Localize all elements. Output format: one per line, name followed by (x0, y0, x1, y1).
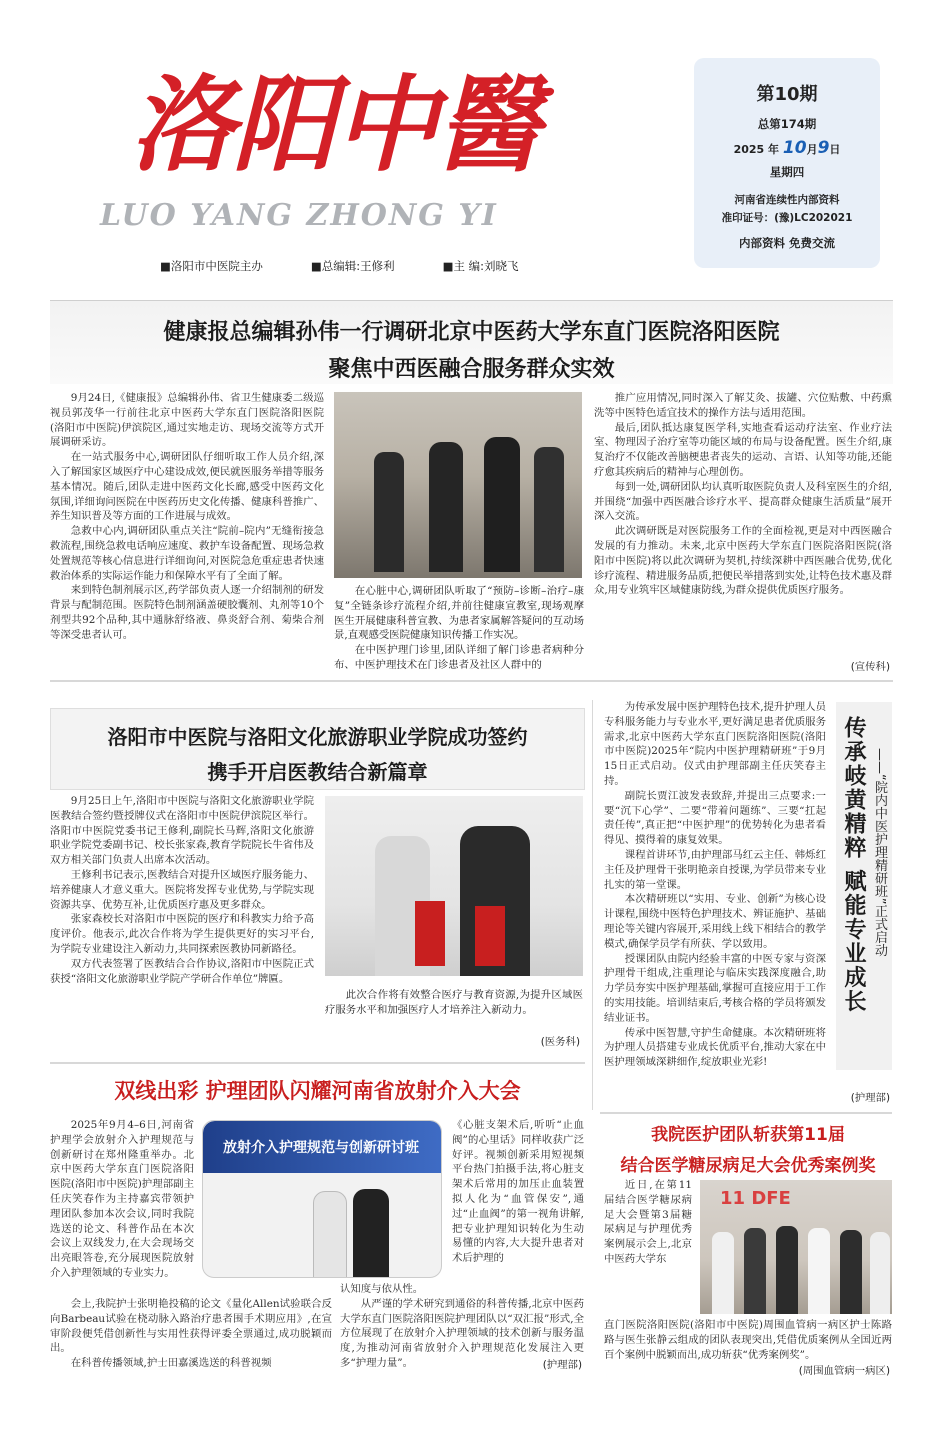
paragraph: 会上,我院护士张明艳投稿的论文《量化Allen试验联合反向Barbeau试验在桡动脉入路治疗患者围手术期应用》,在宣审阶段便凭借创新性与实用性获得评委全票通过,成功脱颖而出。 (50, 1298, 332, 1355)
paragraph: 直门医院洛阳医院(洛阳市中医院)周围血管病一病区护士陈路路与医生张静云组成的团队表现突出,凭借优质案例从全国近两百个案例中脱颖而出,成功斩获“优秀案例奖”。 (604, 1319, 892, 1361)
publisher-line (160, 258, 610, 274)
article-2-subtitle: 携手开启医教结合新篇章 (207, 760, 428, 784)
photo-banner-text: 放射介入护理规范与创新研讨班 (223, 1140, 419, 1156)
paragraph: 急救中心内,调研团队重点关注“院前–院内”无缝衔接急救流程,围绕急救电话响应速度、救护车设备配置、现场急救处置规范等核心信息进行详细询问,对医院急危重症患者快速救治体系的实际运作能力和保障水平有了全面了解。 (50, 525, 324, 582)
date-day-unit: 日 (829, 143, 841, 156)
caption-paragraph: 在心脏中心,调研团队听取了“预防–诊断–治疗–康复”全链条诊疗流程介绍,并前往健康宣教室,现场观摩医生开展健康科普宣教、为患者家属解答疑问的互动场景,直观感受医院健康知识传播工作实况。 (334, 585, 584, 642)
paragraph: 近日,在第11届结合医学糖尿病足大会暨第3届糖尿病足与护理优秀案例展示会上,北京中医药大学东 (604, 1179, 692, 1265)
article-2-photo (325, 796, 583, 976)
masthead-pinyin: LUO YANG ZHONG YI (100, 198, 498, 233)
issue-date (694, 138, 880, 158)
article-3-signature: (护理部) (850, 1092, 890, 1104)
permit-number: 准印证号：(豫)LC202021 (721, 212, 853, 224)
paragraph: 课程首讲环节,由护理部马红云主任、韩烁红主任及护理骨干张明艳亲自授课,为学员带来专业扎实的第一堂课。 (604, 848, 826, 891)
divider (50, 680, 893, 682)
article-5-title: 我院医护团队斩获第11届 (651, 1125, 845, 1145)
paragraph: 本次精研班以“实用、专业、创新”为核心设计课程,围绕中医特色护理技术、辨证施护、基础理论等关键内容展开,采用线上线下相结合的教学模式,确保学员学有所获、学以致用。 (604, 893, 826, 950)
editor: ■主 编:刘晓飞 (442, 259, 519, 273)
paragraph: 双方代表签署了医教结合合作协议,洛阳市中医院正式获授“洛阳文化旅游职业学院产学研合作单位”牌匾。 (50, 957, 314, 985)
article-4-title: 双线出彩 护理团队闪耀河南省放射介入大会 (114, 1078, 521, 1103)
article-2-title: 洛阳市中医院与洛阳文化旅游职业学院成功签约 (107, 725, 528, 749)
free-note: 内部资料 免费交流 (738, 236, 835, 250)
article-4-col1-cont (50, 1297, 332, 1371)
article-1-title: 健康报总编辑孙伟一行调研北京中医药大学东直门医院洛阳医院 (163, 320, 780, 345)
masthead (100, 60, 660, 260)
article-1-header (50, 300, 893, 384)
date-day: 9 (817, 138, 830, 158)
paragraph: 9月24日,《健康报》总编辑孙伟、省卫生健康委二级巡视员郭茂华一行前往北京中医药大学东直门医院洛阳医院(洛阳市中医院)伊滨院区,通过实地走访、现场交流等方式开展调研采访。 (50, 392, 324, 449)
article-2-signature: (医务科) (540, 1036, 580, 1048)
date-month-unit: 月 (806, 143, 818, 156)
article-3-text (604, 700, 826, 1070)
paragraph: 9月25日上午,洛阳市中医院与洛阳文化旅游职业学院医教结合签约暨授牌仪式在洛阳市中医院伊滨院区举行。洛阳市中医院党委书记王修利,副院长马辉,洛阳文化旅游职业学院党委副书记、校长张家森,教育学院院长牛省伟及双方相关部门负责人出席本次活动。 (50, 795, 314, 867)
paragraph: 认知度与依从性。 (340, 1283, 424, 1295)
paragraph: 在一站式服务中心,调研团队仔细听取工作人员介绍,深入了解国家区域医疗中心建设成效,便民就医服务举措等服务基本情况。随后,团队走进中医药文化长廊,感受中医药文化氛围,详细询问医院在中医药历史文化传播、健康科普推广、养生知识普及等方面的工作进展与成效。 (50, 451, 324, 523)
paragraph: 授课团队由院内经验丰富的中医专家与资深护理骨干组成,注重理论与临床实践深度融合,助力学员夯实中医护理基础,掌握可直接应用于工作的实用技能。培训结束后,考核合格的学员将颁发结业证书。 (604, 952, 826, 1024)
paragraph: 来到特色制剂展示区,药学部负责人逐一介绍制剂的研发背景与配制范围。医院特色制剂涵盖硬胶囊剂、丸剂等10个剂型共92个品种,其中通脉舒络液、鼻炎舒合剂、菊柴合剂等深受患者认可。 (50, 584, 324, 641)
paragraph: 张家森校长对洛阳市中医院的医疗和科教实力给予高度评价。他表示,此次合作将为学生提供更好的实习平台,为学院专业建设注入新动力,共同探索医教协同新路径。 (50, 913, 314, 955)
article-2-header (50, 708, 585, 790)
article-4-col1 (50, 1118, 194, 1281)
paragraph: 在科普传播领域,护士田嘉溪选送的科普视频 (70, 1357, 272, 1370)
paragraph: 2025年9月4–6日,河南省护理学会放射介入护理规范与创新研讨在郑州隆重举办。北京中医药大学东直门医院洛阳医院(洛阳市中医院)护理部副主任庆笑春作为主持嘉宾带领护理团队参加本次会议,同时我院选送的论文、科普作品在本次会议上双线发力,在大会现场交出亮眼答卷,充分展现医院放射介入护理领域的专业实力。 (50, 1119, 194, 1279)
article-1-col1 (50, 391, 324, 643)
article-2-text (50, 794, 314, 986)
paragraph: 每到一处,调研团队均认真听取医院负责人及科室医生的介绍,并围绕“加强中西医融合诊疗水平、提高群众健康生活质量”展开深入交流。 (594, 480, 892, 523)
article-4-photo (202, 1120, 442, 1278)
article-5-subtitle: 结合医学糖尿病足大会优秀案例奖 (620, 1156, 876, 1176)
paragraph: 王修利书记表示,医教结合对提升区域医疗服务能力、培养健康人才意义重大。医院将发挥专业优势,与学院实现资源共享、优势互补,让优质医疗惠及更多群众。 (50, 868, 314, 911)
paragraph: 此次调研既是对医院服务工作的全面检视,更是对中西医融合发展的有力推动。未来,北京中医药大学东直门医院洛阳医院(洛阳市中医院)将以此次调研为契机,持续深耕中西医融合优势,优化诊疗流程、精进服务品质,把便民举措落到实处,让特色技术惠及群众,用专业筑牢区域健康防线,为群众提供优质医疗服务。 (594, 525, 892, 597)
article-1-caption (334, 584, 584, 673)
date-month: 10 (782, 138, 807, 158)
paragraph: 推广应用情况,同时深入了解艾灸、拔罐、穴位贴敷、中药熏洗等中医特色适宜技术的操作方法与适用范围。 (594, 392, 892, 419)
paragraph: 《心脏支架术后,听听“止血阀”的心里话》同样收获广泛好评。视频创新采用短视频平台热门拍摄手法,将心脏支架术后常用的加压止血装置拟人化为“血管保安”,通过“止血阀”的第一视角讲解,把专业护理知识转化为生动易懂的内容,大大提升患者对术后护理的 (452, 1119, 584, 1265)
paragraph: 副院长贾江波发表致辞,并提出三点要求:一要“沉下心学”、二要“带着问题练”、三要“扛起责任传”,真正把“中医护理”的优势转化为患者看得见、摸得着的康复效果。 (604, 789, 826, 847)
divider (592, 700, 593, 1110)
chief-editor: ■总编辑:王修利 (310, 259, 395, 273)
paragraph: 为传承发展中医护理特色技术,提升护理人员专科服务能力与专业水平,更好满足患者优质服务需求,北京中医药大学东直门医院洛阳医院(洛阳市中医院)2025年“院内中医护理精研班”于9月15日正式启动。仪式由护理部副主任庆笑春主持。 (604, 701, 826, 787)
sponsor: ■洛阳市中医院主办 (160, 259, 263, 273)
paragraph: 从严谨的学术研究到通俗的科普传播,北京中医药大学东直门医院洛阳医院护理团队以“双汇报”形式,全方位展现了在放射介入护理领域的技术创新与服务温度,为推动河南省放射介入护理规范化发展注入更多“护理力量”。 (340, 1297, 584, 1369)
article-5-signature: (周围血管病一病区) (798, 1365, 890, 1377)
weekday: 星期四 (769, 165, 805, 179)
issue-number: 第10期 (756, 84, 818, 105)
article-1-signature: (宣传科) (850, 661, 890, 673)
article-3-subtitle: ——“院内中医护理精研班”正式启动 (872, 748, 887, 957)
article-1-subtitle: 聚焦中西医融合服务群众实效 (328, 357, 615, 382)
total-issue: 总第174期 (757, 117, 817, 131)
article-4-signature: (护理部) (542, 1359, 582, 1371)
caption-paragraph: 在中医护理门诊里,团队详细了解门诊患者病种分布、中医护理技术在门诊患者及社区人群中的 (334, 644, 584, 671)
article-5-photo (700, 1180, 892, 1314)
divider (50, 1062, 585, 1064)
issue-panel (694, 58, 880, 268)
divider (600, 1112, 892, 1114)
article-1-col3 (594, 391, 892, 598)
article-3-title: 传承岐黄精粹 赋能专业成长 (841, 716, 867, 1014)
article-1-photo (334, 392, 582, 578)
issue-org: 河南省连续性内部资料 (734, 194, 840, 206)
masthead-title: 洛阳中醫 (130, 63, 539, 186)
article-4-col3 (452, 1118, 584, 1266)
article-5-col1 (604, 1178, 692, 1267)
paragraph: 传承中医智慧,守护生命健康。本次精研班将为护理人员搭建专业成长优质平台,推动大家在中医护理领域深耕细作,绽放职业光彩! (604, 1026, 826, 1069)
date-year: 2025 年 (733, 143, 780, 156)
article-3-header (836, 702, 892, 1070)
article-5-text (604, 1318, 892, 1362)
article-2-caption: 此次合作将有效整合医疗与教育资源,为提升区域医疗服务水平和加强医疗人才培养注入新动力。 (325, 989, 583, 1016)
article-5-header (604, 1120, 892, 1174)
paragraph: 最后,团队抵达康复医学科,实地查看运动疗法室、作业疗法室、物理因子治疗室等功能区域的布局与设备配置。医生介绍,康复治疗不仅能改善脑梗患者丧失的运动、言语、认知等功能,还能疗愈其疾病后的精神与心理创伤。 (594, 421, 892, 478)
photo-backdrop-text: 11 DFE (720, 1188, 791, 1209)
